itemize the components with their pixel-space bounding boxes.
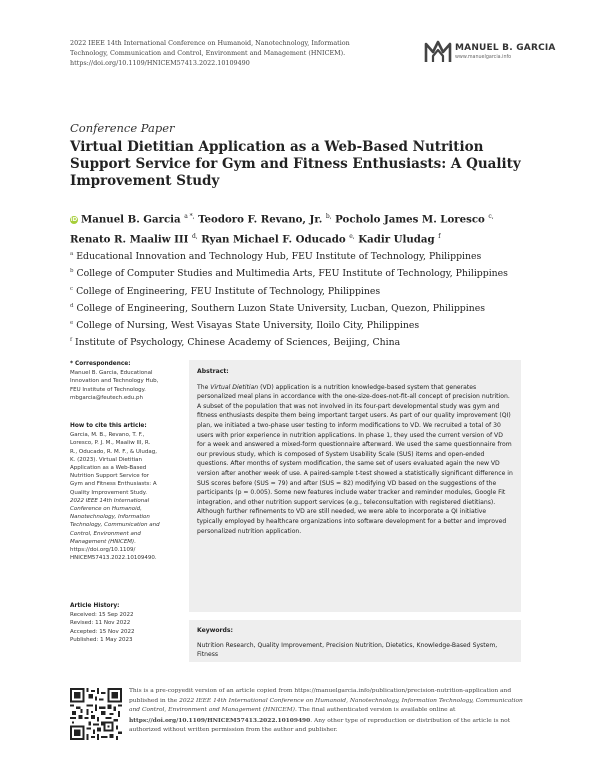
author-name: Kadir Uludag [358, 233, 435, 246]
affiliation-item [70, 282, 550, 299]
abstract-text: (VD) application is a nutrition knowledge-based system that generates personalized meal plans in accordance with the one-size-does-not-fit-all concept of precision nutrition. A subset of the population that was not involved in its four-part developmental study was gym and fitness enthusiasts despite them being important target users. As part of our quality improvement (QI) plan, we initiated a two-phase user testing to inform modifications to VD. We recruited a total of 30 users with prior experience in nutrition applications. In phase 1, they used the current version of VD for a week and answered a mixed-form questionnaire afterward. We used the same questionnaire from our previous study, which is composed of System Usability Scale (SUS) items and open-ended questions. After months of system modification, the same set of users evaluated again the new VD version after another week of use. A paired-sample t-test showed a statistically significant difference in SUS scores before (SUS = 79) and after (SUS = 82) modifying VD based on the suggestions of the participants (p = 0.005). Some new features include water tracker and reminder modules, Google Fit integration, and other nutrition support services (e.g., teleconsultation with registered dietitians). Although further refinements to VD are still needed, we were able to incorporate a QI initiative typically employed by healthcare organizations into software development for a better and improved personalized nutrition application. [197, 383, 513, 535]
qr-code-icon[interactable] [70, 688, 122, 740]
history-line: Published: 1 May 2023 [70, 636, 133, 643]
footer-text: This is a pre-copyedit version of an article copied from https://manuelgarcia.info/publication/precision-nutrition-application and published in the [129, 688, 512, 704]
author-name: Pocholo James M. Loresco [335, 213, 485, 226]
author-name: Ryan Michael F. Oducado [201, 233, 346, 246]
author-sup: f [438, 233, 441, 241]
reference-line: Technology, Communication and Control, Environment and Management (HNICEM). [70, 48, 346, 57]
footer-text: . Any other type of reproduction or distribution of the article is not authorized without written permission from the author and publisher. [129, 717, 511, 734]
cite-line: Application as a Web-Based [70, 465, 147, 472]
cite-line: Nutrition Support Service for [70, 473, 149, 480]
affiliation-item [70, 247, 550, 264]
cite-line: Nanotechnology, Information [70, 514, 150, 521]
author-sup: b, [325, 213, 332, 220]
cite-line: Loresco, P. J. M., Maaliw III, R. [70, 440, 151, 447]
abstract-content [197, 367, 513, 536]
cite-line: Gym and Fitness Enthusiasts: A [70, 481, 157, 488]
history-line: Accepted: 15 Nov 2022 [70, 628, 135, 635]
cite-line: Control, Environment and [70, 530, 141, 537]
article-history-block [70, 602, 182, 644]
author-sup: a *, [184, 213, 195, 220]
cite-heading: How to cite this article: [70, 423, 147, 429]
reference-doi[interactable]: https://doi.org/10.1109/HNICEM57413.2022.10109490 [70, 58, 250, 67]
logo-name: MANUEL B. GARCIA [455, 43, 556, 53]
correspondence-line: Manuel B. Garcia, Educational [70, 370, 153, 377]
history-line: Received: 15 Sep 2022 [70, 612, 134, 619]
affiliation-sup: c [70, 285, 74, 292]
affiliation-sup: a [70, 251, 74, 257]
citation-block [70, 422, 182, 562]
author-name: Teodoro F. Revano, Jr. [198, 213, 323, 226]
affiliation-item [70, 316, 550, 333]
affiliation-list [70, 247, 550, 351]
cite-doi[interactable]: https://doi.org/10.1109/ [70, 547, 136, 554]
cite-line: Quality Improvement Study. [70, 489, 147, 496]
affiliation-text: College of Computer Studies and Multimedia Arts, FEU Institute of Technology, Philippines [76, 268, 508, 280]
affiliation-text: Institute of Psychology, Chinese Academy of Sciences, Beijing, China [75, 337, 401, 349]
cite-line: K. (2023). Virtual Dietitian [70, 456, 142, 463]
affiliation-item [70, 333, 550, 350]
history-line: Revised: 11 Nov 2022 [70, 620, 131, 627]
affiliation-text: College of Engineering, FEU Institute of Technology, Philippines [76, 285, 381, 297]
author-logo[interactable] [424, 38, 556, 66]
cite-line: Conference on Humanoid, [70, 506, 142, 513]
mbg-logo-icon [424, 38, 452, 64]
footer-conference: 2022 IEEE 14th International Conference on Humanoid, Nanotechnology, Information Technology, Communication and Control, Environment and Management (HNICEM) [129, 697, 523, 714]
author-sup: c, [488, 213, 494, 220]
author-name: Manuel B. Garcia [81, 213, 181, 226]
cite-line: Garcia, M. B., Revano, T. F., [70, 432, 145, 439]
correspondence-block [70, 360, 182, 402]
abstract-app-name: Virtual Dietitian [210, 383, 259, 391]
orcid-icon[interactable]: iD [70, 217, 78, 224]
author-sup: d, [191, 233, 198, 241]
author-name: Renato R. Maaliw III [70, 233, 189, 246]
keywords-box [189, 620, 521, 662]
affiliation-item [70, 299, 550, 316]
cite-line: Management (HNICEM). [70, 538, 136, 545]
author-sup: e, [349, 233, 355, 241]
history-heading: Article History: [70, 603, 120, 609]
author-list [70, 208, 540, 249]
affiliation-sup: e [70, 320, 74, 327]
correspondence-line: Innovation and Technology Hub, [70, 378, 159, 385]
correspondence-email[interactable]: mbgarcia@feutech.edu.ph [70, 394, 143, 401]
affiliation-sup: b [70, 268, 74, 275]
keywords-text: Nutrition Research, Quality Improvement, Precision Nutrition, Dietetics, Knowledge-Based System, Fitness [197, 641, 498, 659]
abstract-prefix: The [197, 383, 211, 391]
correspondence-heading: * Correspondence: [70, 361, 131, 367]
abstract-box [189, 360, 521, 612]
logo-site: www.manuelgarcia.info [455, 55, 512, 60]
cite-line: R., Oducado, R. M. F., & Uludag, [70, 448, 157, 455]
affiliation-text: College of Engineering, Southern Luzon State University, Lucban, Quezon, Philippines [76, 302, 485, 314]
paper-type-label: Conference Paper [70, 121, 175, 135]
copyright-note [129, 687, 529, 736]
affiliation-item [70, 264, 550, 281]
correspondence-line: FEU Institute of Technology. [70, 386, 146, 393]
reference-line: 2022 IEEE 14th International Conference on Humanoid, Nanotechnology, Information [70, 39, 350, 47]
affiliation-text: Educational Innovation and Technology Hub, FEU Institute of Technology, Philippines [76, 251, 482, 263]
keywords-content [197, 626, 513, 660]
footer-text: . The final authenticated version is available online at [294, 707, 456, 714]
conference-reference [70, 39, 390, 68]
abstract-body [197, 383, 513, 537]
affiliation-sup: f [70, 337, 73, 344]
footer-doi-link[interactable]: https://doi.org/10.1109/HNICEM57413.2022.10109490 [129, 716, 311, 724]
cite-line: 2022 IEEE 14th International [70, 497, 150, 504]
cite-doi[interactable]: HNICEM57413.2022.10109490. [70, 555, 157, 562]
paper-title: Virtual Dietitian Application as a Web-Based Nutrition Support Service for Gym and Fitness Enthusiasts: A Quality Improvement Study [70, 139, 521, 189]
cite-line: Technology, Communication and [70, 522, 160, 529]
keywords-heading: Keywords: [197, 627, 233, 634]
affiliation-sup: d [70, 302, 74, 309]
abstract-heading: Abstract: [197, 368, 229, 375]
affiliation-text: College of Nursing, West Visayas State University, Iloilo City, Philippines [76, 320, 420, 332]
